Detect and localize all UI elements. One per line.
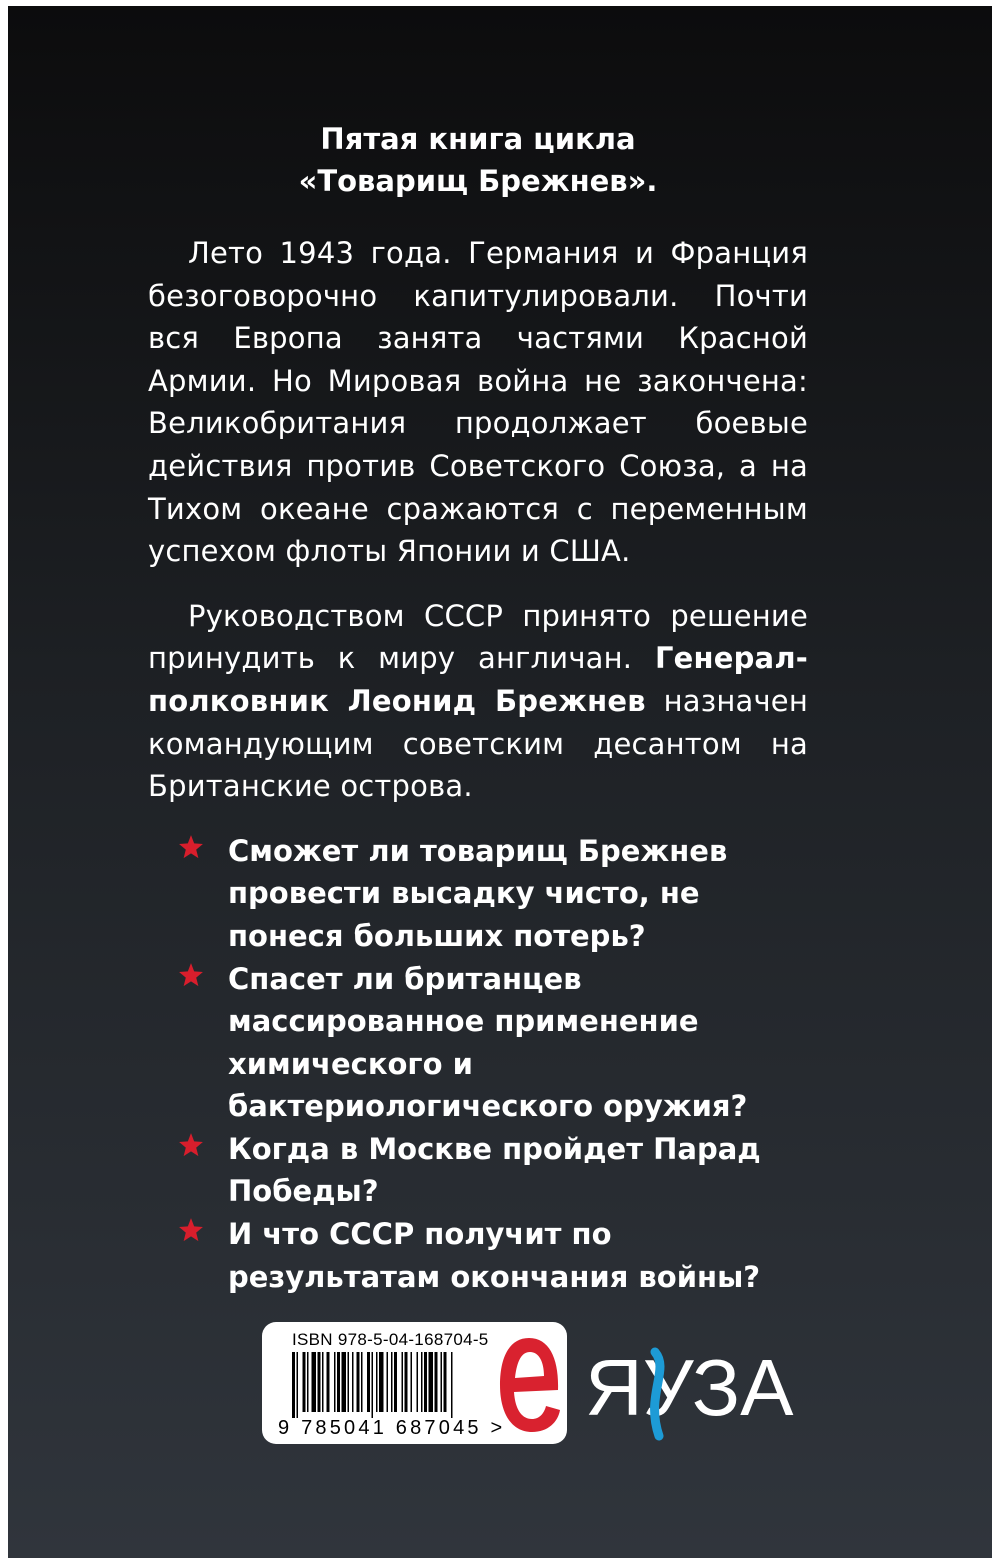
barcode-bar bbox=[361, 1352, 363, 1412]
red-star-icon bbox=[178, 962, 204, 988]
barcode-bar bbox=[348, 1352, 350, 1412]
barcode-bar bbox=[367, 1352, 370, 1412]
barcode-bar bbox=[441, 1352, 443, 1412]
question-item bbox=[148, 958, 808, 1128]
yauza-logo-text: ЯУЗА bbox=[585, 1343, 794, 1432]
barcode-bar bbox=[303, 1352, 306, 1412]
barcode-bar bbox=[376, 1352, 378, 1412]
question-list bbox=[148, 830, 808, 1299]
red-star-icon bbox=[178, 1217, 204, 1243]
barcode-bar bbox=[451, 1352, 453, 1418]
barcode-bar bbox=[424, 1352, 427, 1412]
barcode-bar bbox=[322, 1352, 324, 1412]
protagonist-name: Генерал-полковник Леонид Брежнев bbox=[148, 641, 808, 718]
synopsis-paragraph-2 bbox=[148, 595, 808, 808]
question-text: Когда в Москве пройдет Парад Победы? bbox=[228, 1131, 761, 1209]
barcode-bar bbox=[372, 1352, 374, 1418]
barcode-bar bbox=[297, 1352, 299, 1418]
barcode-bar bbox=[391, 1352, 393, 1412]
series-heading bbox=[148, 118, 808, 202]
heading-line-2: «Товарищ Брежнев». bbox=[298, 164, 658, 198]
barcode-bar bbox=[292, 1352, 295, 1418]
question-item bbox=[148, 830, 808, 958]
barcode-bar bbox=[429, 1352, 434, 1412]
paragraph-2-end: назначен командующим советским десантом на Британские острова. bbox=[148, 683, 809, 804]
question-text: И что СССР получит по результатам окончания войны? bbox=[228, 1217, 761, 1294]
barcode bbox=[292, 1352, 492, 1418]
question-item bbox=[148, 1128, 808, 1213]
barcode-bar bbox=[394, 1352, 397, 1412]
barcode-bar bbox=[352, 1352, 354, 1412]
barcode-bar bbox=[334, 1352, 336, 1412]
barcode-bar bbox=[379, 1352, 384, 1412]
question-item bbox=[148, 1213, 808, 1298]
barcode-bar bbox=[318, 1352, 321, 1412]
barcode-bar bbox=[411, 1352, 413, 1412]
synopsis-paragraph-1: Лето 1943 года. Германия и Франция безоговорочно капитулировали. Почти вся Европа занята частями Красной Армии. Но Мировая война не закончена: Великобритания продолжает боевые действия против Советского Союза, а на Тихом океане сражаются с переменным успехом флоты Японии и США. bbox=[148, 236, 808, 569]
heading-line-1: Пятая книга цикла bbox=[320, 122, 636, 156]
barcode-bar bbox=[387, 1352, 389, 1412]
red-star-icon bbox=[178, 1132, 204, 1158]
barcode-bar bbox=[444, 1352, 447, 1412]
yauza-publisher-logo bbox=[585, 1340, 794, 1440]
barcode-bar bbox=[312, 1352, 317, 1412]
barcode-bar bbox=[342, 1352, 347, 1412]
barcode-digits: 9 785041 687045 > bbox=[278, 1417, 506, 1439]
barcode-bar bbox=[417, 1352, 419, 1412]
barcode-bar bbox=[357, 1352, 360, 1412]
cover-text bbox=[148, 118, 808, 1298]
barcode-bar bbox=[405, 1352, 408, 1412]
barcode-bar bbox=[435, 1352, 438, 1412]
barcode-bar bbox=[307, 1352, 309, 1412]
barcode-bar bbox=[421, 1352, 423, 1412]
eksmo-logo-icon bbox=[494, 1330, 564, 1440]
paragraph-2-start: Руководством СССР принято решение принудить к миру англичан. bbox=[148, 598, 808, 676]
question-text: Спасет ли британцев массированное применение химического и бактериологического оружия? bbox=[228, 961, 748, 1124]
red-star-icon bbox=[178, 834, 204, 860]
barcode-bar bbox=[337, 1352, 340, 1412]
isbn-label: ISBN 978-5-04-168704-5 bbox=[292, 1330, 489, 1349]
barcode-bar bbox=[327, 1352, 330, 1412]
question-text: Сможет ли товарищ Брежнев провести высадку чисто, не понеся больших потерь? bbox=[228, 833, 728, 953]
barcode-bar bbox=[402, 1352, 404, 1412]
